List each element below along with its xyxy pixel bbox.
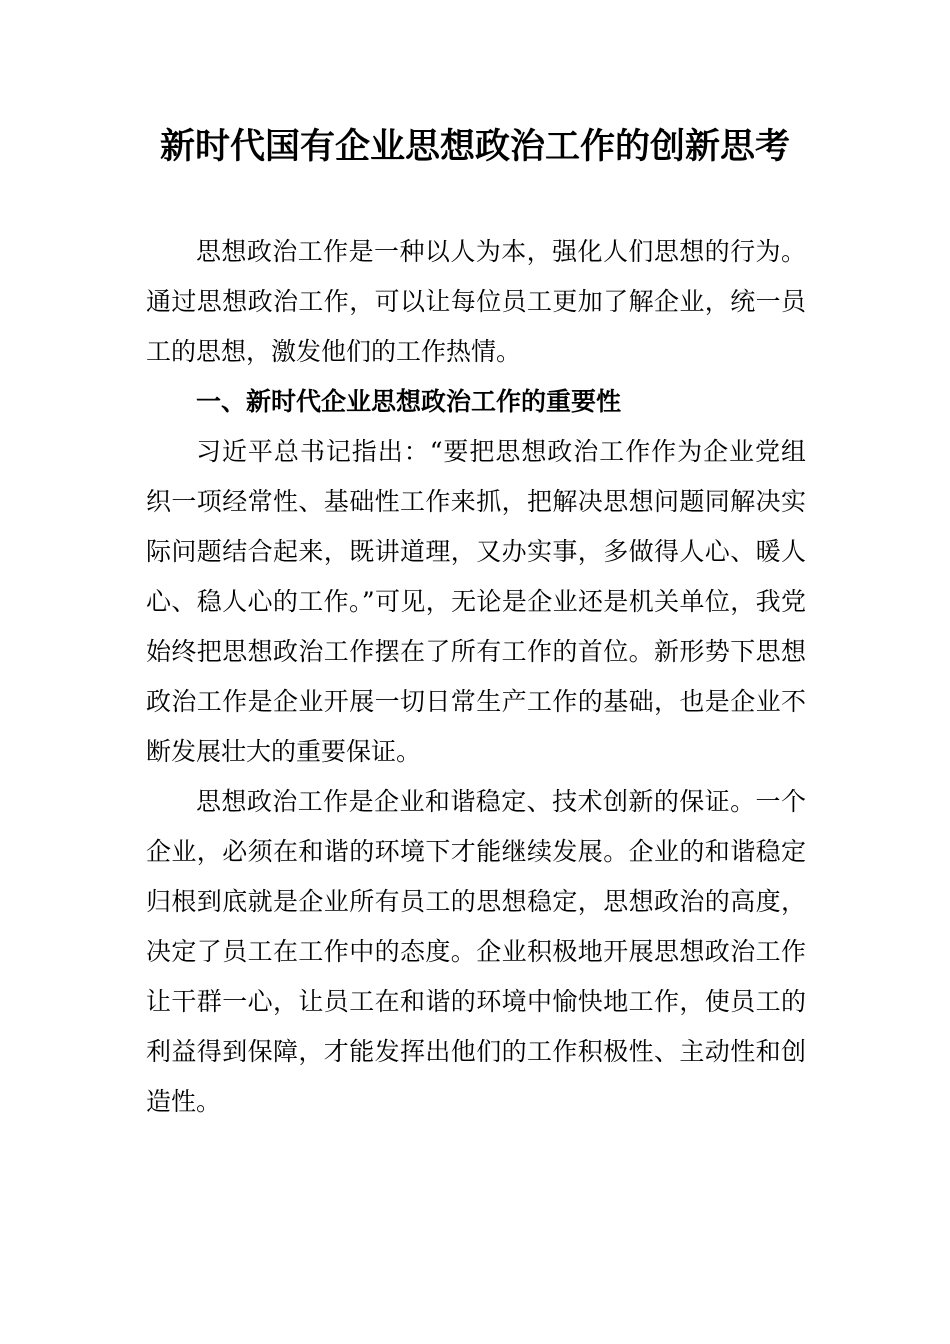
document-title: 新时代国有企业思想政治工作的创新思考 xyxy=(159,126,790,167)
intro-paragraph: 思想政治工作是一种以人为本，强化人们思想的行为。通过思想政治工作，可以让每位员工更加了解企业，统一员工的思想，激发他们的工作热情。 xyxy=(146,237,806,366)
body-paragraph-2: 思想政治工作是企业和谐稳定、技术创新的保证。一个企业，必须在和谐的环境下才能继续发展。企业的和谐稳定归根到底就是企业所有员工的思想稳定，思想政治的高度，决定了员工在工作中的态度。企业积极地开展思想政治工作让干群一心，让员工在和谐的环境中愉快地工作，使员工的利益得到保障，才能发挥出他们的工作积极性、主动性和创造性。 xyxy=(146,787,806,1116)
section-heading-1: 一、新时代企业思想政治工作的重要性 xyxy=(196,387,622,416)
body-paragraph-1: 习近平总书记指出：“要把思想政治工作作为企业党组织一项经常性、基础性工作来抓，把解决思想问题同解决实际问题结合起来，既讲道理，又办实事，多做得人心、暖人心、稳人心的工作。”可见，无论是企业还是机关单位，我党始终把思想政治工作摆在了所有工作的首位。新形势下思想政治工作是企业开展一切日常生产工作的基础，也是企业不断发展壮大的重要保证。 xyxy=(146,437,806,766)
document-body xyxy=(146,227,806,1127)
